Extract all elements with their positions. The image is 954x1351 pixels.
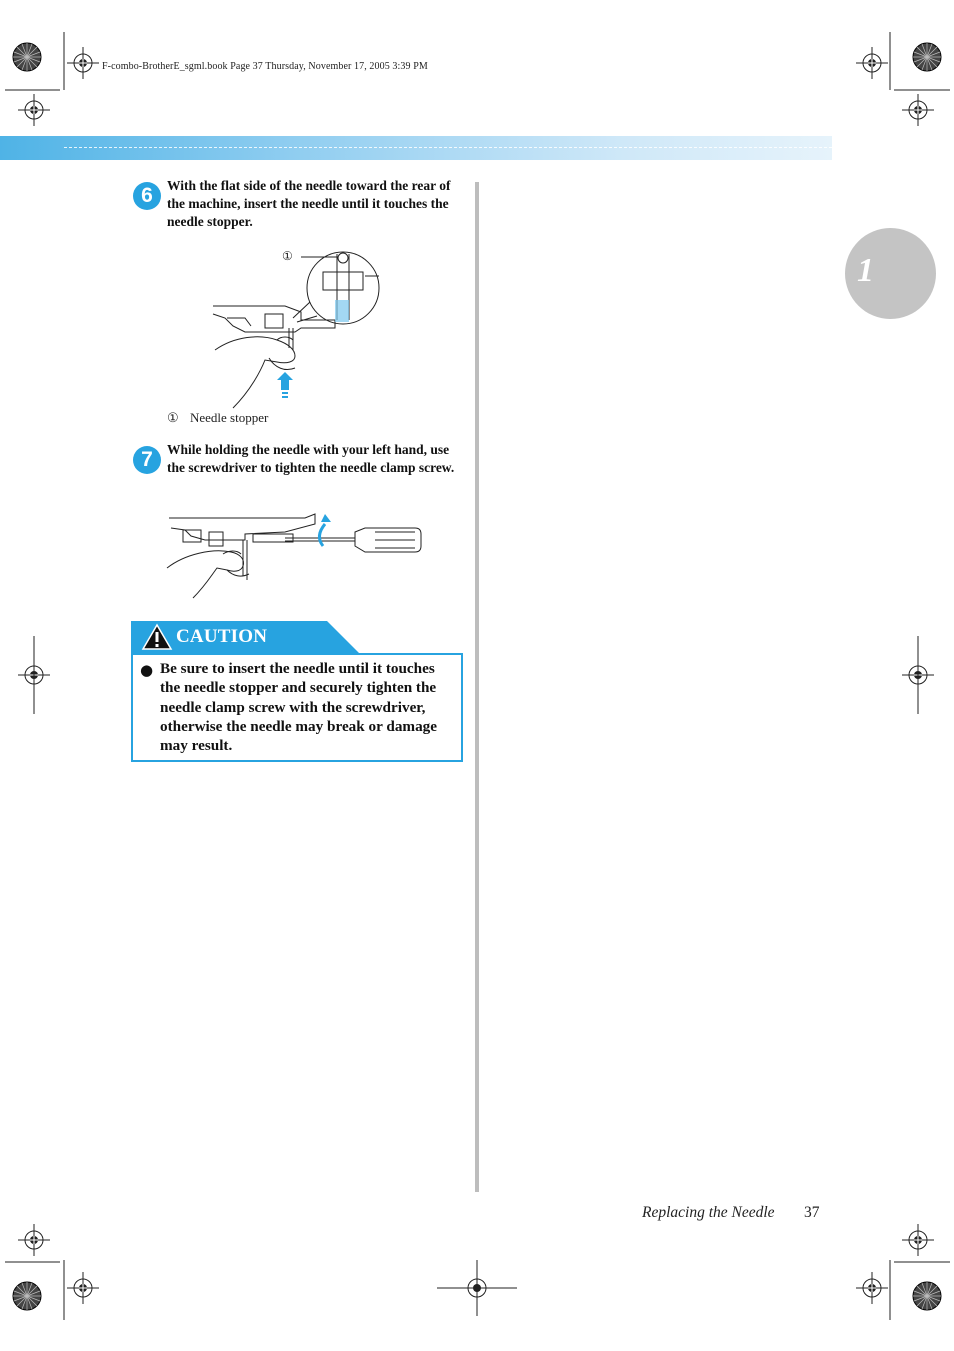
caution-bullet: ● [140, 661, 154, 679]
step-7-badge: 7 [133, 446, 161, 474]
figure-caption-number: ① [167, 410, 179, 425]
page-number: 37 [804, 1204, 820, 1221]
step-6-text: With the flat side of the needle toward the rear of the machine, insert the needle until it touches the needle stopper. [167, 178, 451, 229]
header-band-line [64, 147, 832, 148]
registration-starburst-top-right [913, 43, 941, 71]
registration-starburst-top-left [13, 43, 41, 71]
column-divider [475, 182, 479, 1192]
caution-text: Be sure to insert the needle until it touches the needle stopper and securely tighten the needle clamp screw with the screwdriver, otherwise the needle may break or damage may result. [160, 660, 437, 755]
caution-title: CAUTION [176, 626, 268, 647]
needle-insertion-figure [205, 240, 405, 410]
footer-section-title: Replacing the Needle [642, 1204, 775, 1221]
step-6-badge: 6 [133, 182, 161, 210]
print-header: F-combo-BrotherE_sgml.book Page 37 Thursday, November 17, 2005 3:39 PM [102, 61, 428, 72]
warning-icon [141, 625, 169, 651]
figure-callout-1: ① [282, 249, 293, 263]
screwdriver-figure [165, 510, 425, 600]
registration-starburst-bottom-left [13, 1282, 41, 1310]
registration-starburst-bottom-right [913, 1282, 941, 1310]
step-7-text: While holding the needle with your left hand, use the screwdriver to tighten the needle clamp screw. [167, 442, 455, 475]
chapter-number: 1 [857, 252, 874, 289]
figure-caption-label: Needle stopper [190, 410, 269, 425]
header-band [0, 136, 832, 160]
